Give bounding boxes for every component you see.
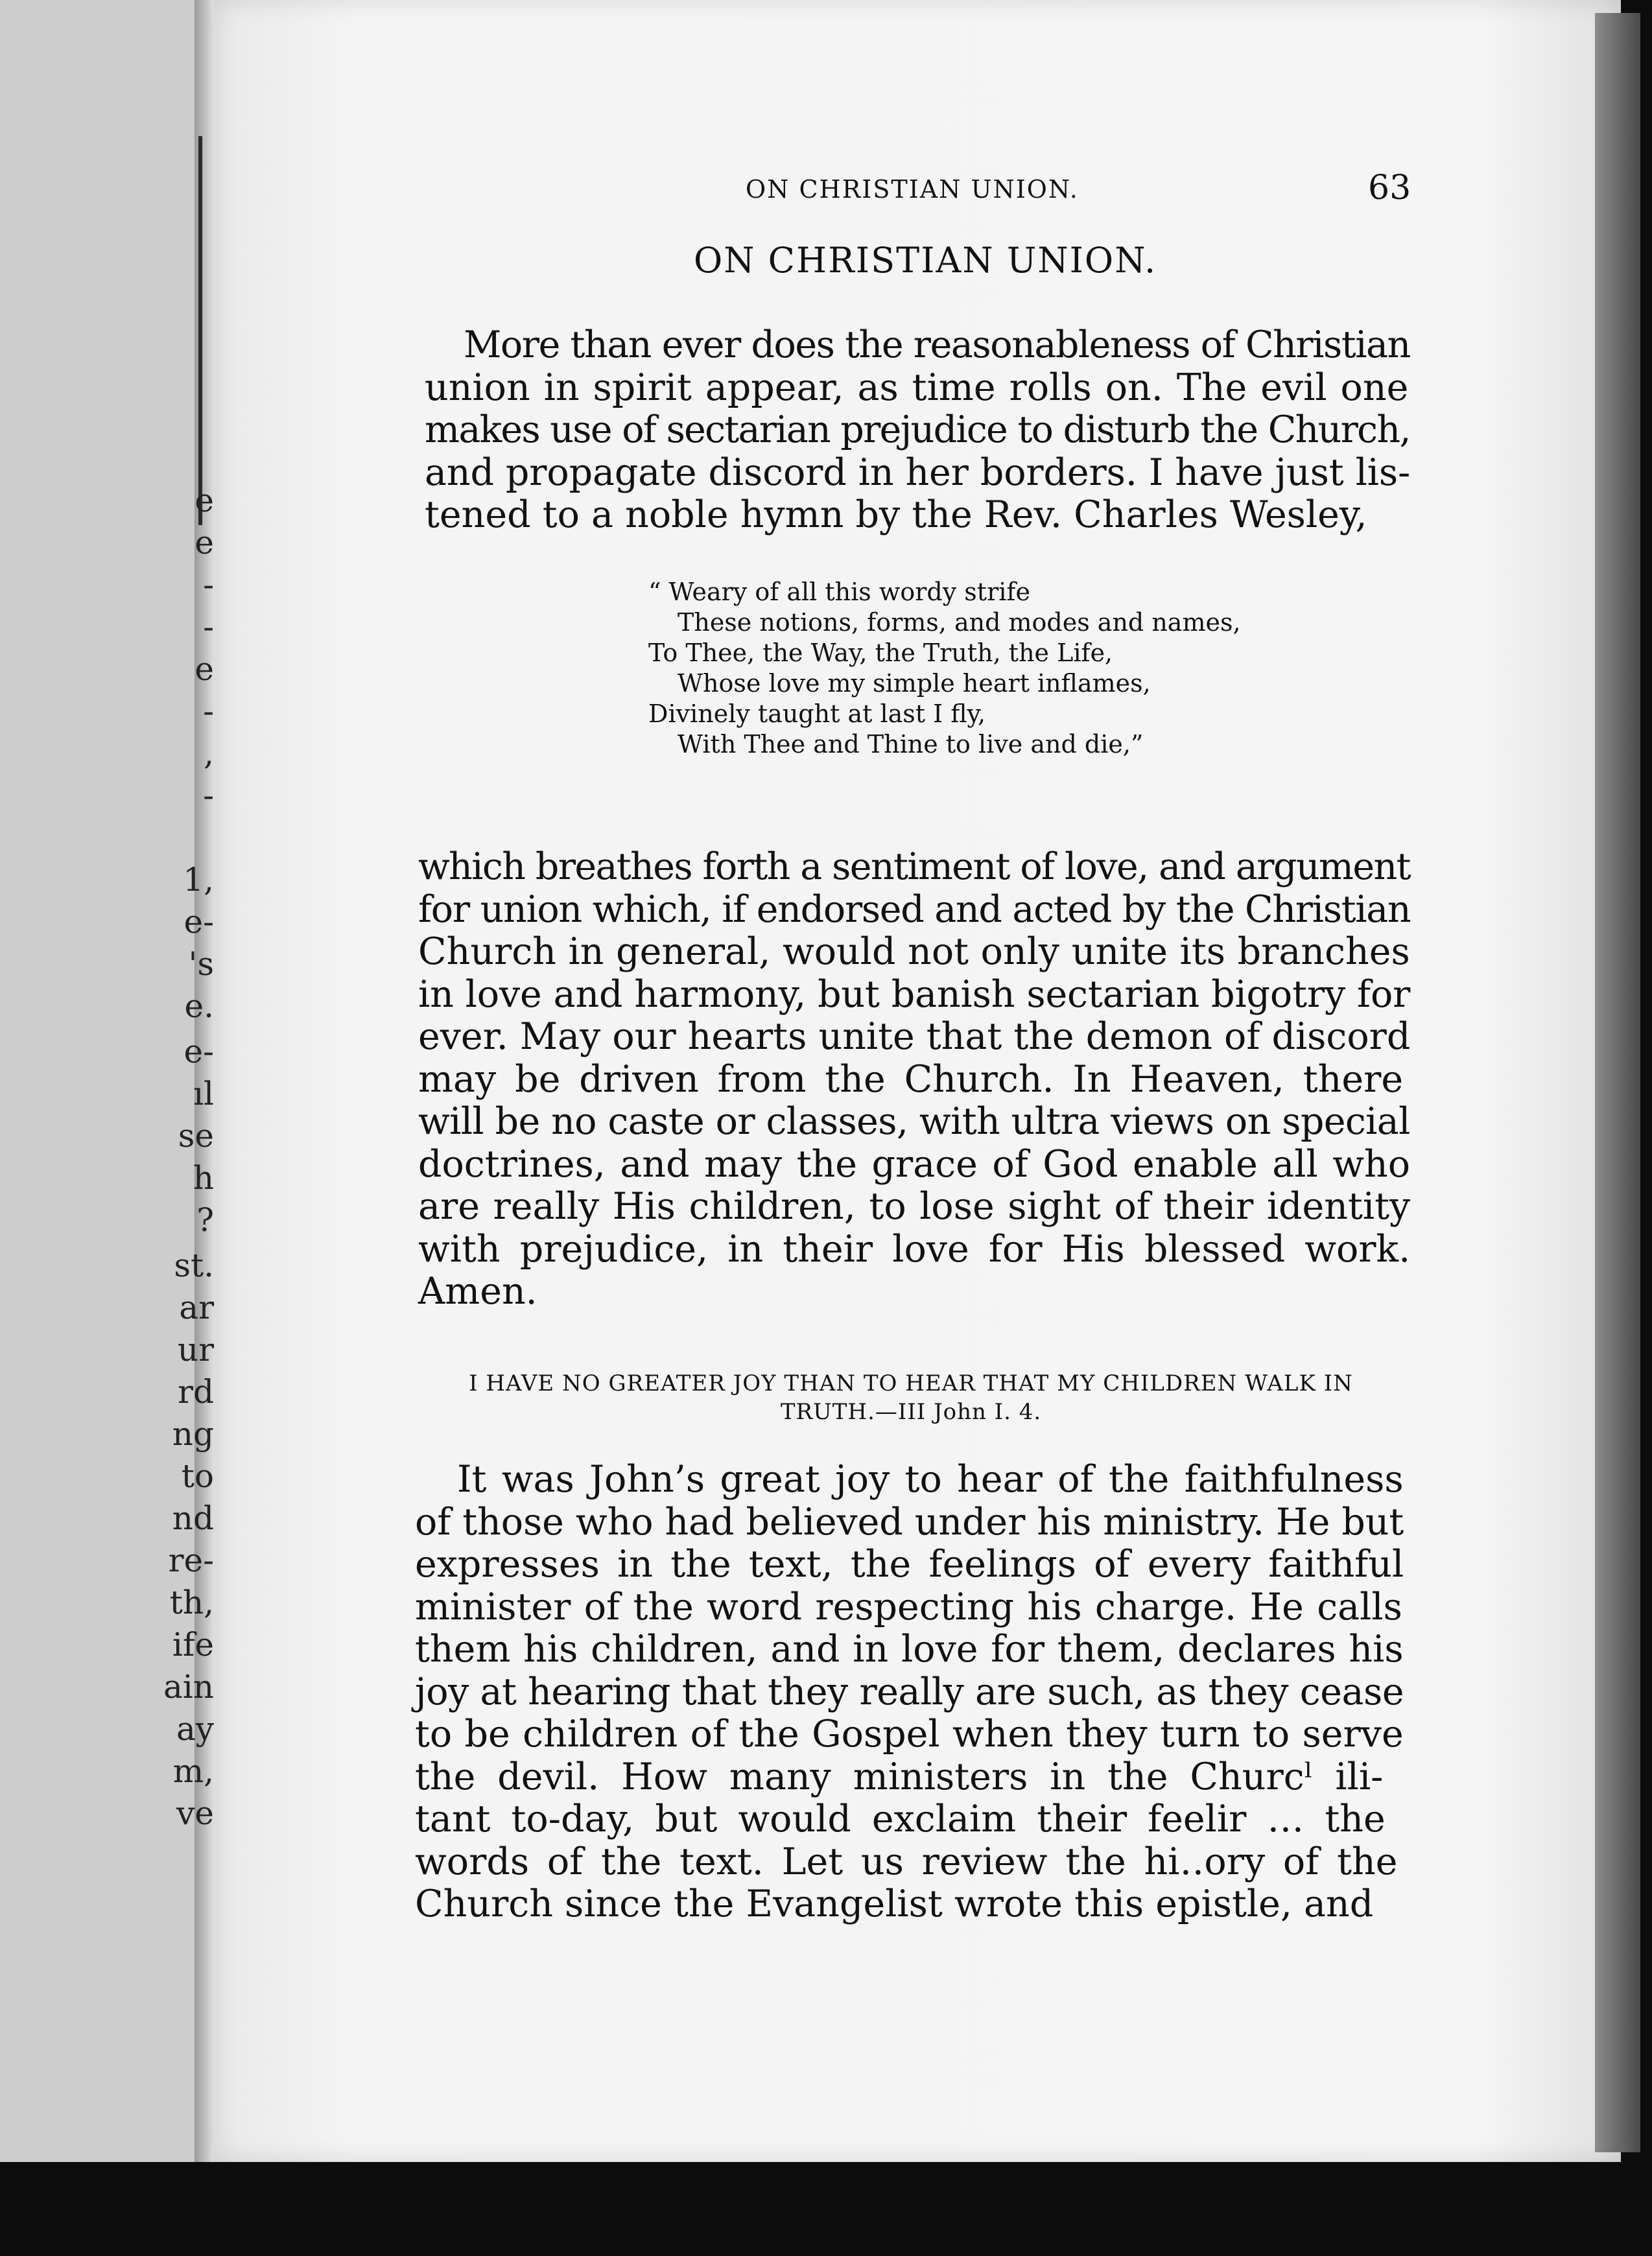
facing-fragment: to — [181, 1457, 214, 1495]
facing-fragment: - — [203, 608, 214, 646]
facing-fragment: ay — [176, 1710, 214, 1748]
facing-fragment: 's — [188, 945, 214, 983]
running-head: ON CHRISTIAN UNION. — [746, 175, 1079, 204]
facing-fragment: e — [195, 482, 214, 519]
facing-fragment: - — [203, 777, 214, 814]
paragraph-1 — [425, 324, 1410, 537]
facing-fragment: nd — [172, 1499, 214, 1537]
hymn-line: “ Weary of all this wordy strife — [648, 578, 1030, 606]
paragraph-line: may be driven from the Church. In Heaven, there — [418, 1057, 1404, 1101]
paragraph-line: tant to-day, but would exclaim their feelir … the — [415, 1798, 1386, 1840]
paragraph-line: Church in general, would not only unite its branches — [418, 930, 1410, 973]
paragraph-line: them his children, and in love for them, declares his — [415, 1628, 1404, 1671]
facing-fragment: ? — [196, 1201, 214, 1239]
scripture-heading-line: I HAVE NO GREATER JOY THAN TO HEAR THAT MY CHILDREN WALK IN — [469, 1370, 1353, 1396]
hymn-line: With Thee and Thine to live and die,” — [678, 730, 1144, 758]
facing-fragment: e. — [184, 987, 214, 1025]
paragraph-line: More than ever does the reasonableness of Christian — [464, 323, 1410, 366]
page-number: 63 — [1368, 169, 1411, 207]
scripture-heading-line: TRUTH.—III John I. 4. — [780, 1399, 1042, 1425]
paragraph-line: for union which, if endorsed and acted by the Christian — [418, 887, 1411, 931]
paragraph-line: union in spirit appear, as time rolls on. The evil one — [425, 366, 1409, 409]
paragraph-line: Amen. — [418, 1270, 537, 1313]
facing-fragment: , — [204, 734, 214, 772]
facing-fragment: th, — [169, 1584, 214, 1621]
facing-fragment: ıl — [193, 1075, 214, 1112]
paragraph-line: and propagate discord in her borders. I have just lis- — [425, 451, 1411, 494]
hymn-line: Whose love my simple heart inflames, — [678, 669, 1151, 698]
paragraph-line: doctrines, and may the grace of God enable all who — [418, 1142, 1411, 1186]
paragraph-line: are really His children, to lose sight of their identity — [418, 1185, 1411, 1228]
paragraph-line: with prejudice, in their love for His blessed work. — [418, 1227, 1411, 1271]
paragraph-line: to be children of the Gospel when they turn to serve — [415, 1713, 1404, 1756]
paragraph-line: joy at hearing that they really are such, as they cease — [415, 1670, 1404, 1713]
facing-fragment: 1, — [183, 861, 214, 899]
paragraph-line: which breathes forth a sentiment of love, and argument — [418, 845, 1410, 888]
paragraph-line: minister of the word respecting his charge. He calls — [415, 1585, 1402, 1628]
paragraph-line: the devil. How many ministers in the Churcˡ ili- — [415, 1755, 1384, 1798]
hymn-quotation — [648, 577, 1241, 760]
facing-fragment: h — [193, 1159, 214, 1197]
facing-fragment: - — [203, 692, 214, 730]
facing-fragment: e- — [183, 1033, 214, 1070]
facing-fragment: e — [195, 650, 214, 688]
facing-fragment: ve — [176, 1794, 214, 1832]
paragraph-line: expresses in the text, the feelings of every faithful — [415, 1543, 1404, 1586]
facing-fragment: e- — [183, 903, 214, 941]
facing-fragment: ng — [172, 1415, 214, 1453]
binding-thread — [198, 136, 202, 525]
paragraph-line: will be no caste or classes, with ultra views on special — [418, 1100, 1410, 1143]
facing-fragment: m, — [172, 1752, 214, 1790]
facing-fragment: ife — [172, 1626, 214, 1663]
scripture-heading — [415, 1369, 1407, 1426]
chapter-title: ON CHRISTIAN UNION. — [694, 240, 1157, 281]
paragraph-line: tened to a noble hymn by the Rev. Charles Wesley, — [425, 493, 1367, 536]
paragraph-3 — [415, 1459, 1404, 1926]
paragraph-line: makes use of sectarian prejudice to disturb the Church, — [425, 408, 1410, 451]
facing-fragment: ain — [163, 1668, 214, 1706]
paragraph-line: words of the text. Let us review the hi‥ory of the — [415, 1840, 1398, 1883]
page-edge — [1595, 13, 1640, 2152]
facing-fragment: st. — [174, 1247, 214, 1284]
facing-fragment: se — [178, 1117, 214, 1155]
facing-fragment: ur — [177, 1331, 214, 1369]
facing-fragment: rd — [178, 1373, 214, 1411]
paragraph-line: Church since the Evangelist wrote this epistle, and — [415, 1883, 1374, 1925]
paragraph-line: ever. May our hearts unite that the demon of discord — [418, 1015, 1411, 1058]
hymn-line: These notions, forms, and modes and names, — [678, 608, 1241, 637]
paragraph-line: in love and harmony, but banish sectarian bigotry for — [418, 972, 1411, 1016]
paragraph-2 — [418, 846, 1410, 1313]
facing-fragment: ar — [179, 1289, 214, 1326]
paragraph-line: of those who had believed under his ministry. He but — [415, 1500, 1404, 1544]
facing-fragment: - — [203, 566, 214, 604]
hymn-line: To Thee, the Way, the Truth, the Life, — [648, 639, 1113, 667]
scan-background — [0, 2162, 1652, 2256]
paragraph-line: It was John’s great joy to hear of the faithfulness — [457, 1458, 1404, 1501]
facing-fragment: re- — [168, 1542, 214, 1579]
facing-fragment: e — [195, 524, 214, 561]
hymn-line: Divinely taught at last I fly, — [648, 699, 986, 728]
